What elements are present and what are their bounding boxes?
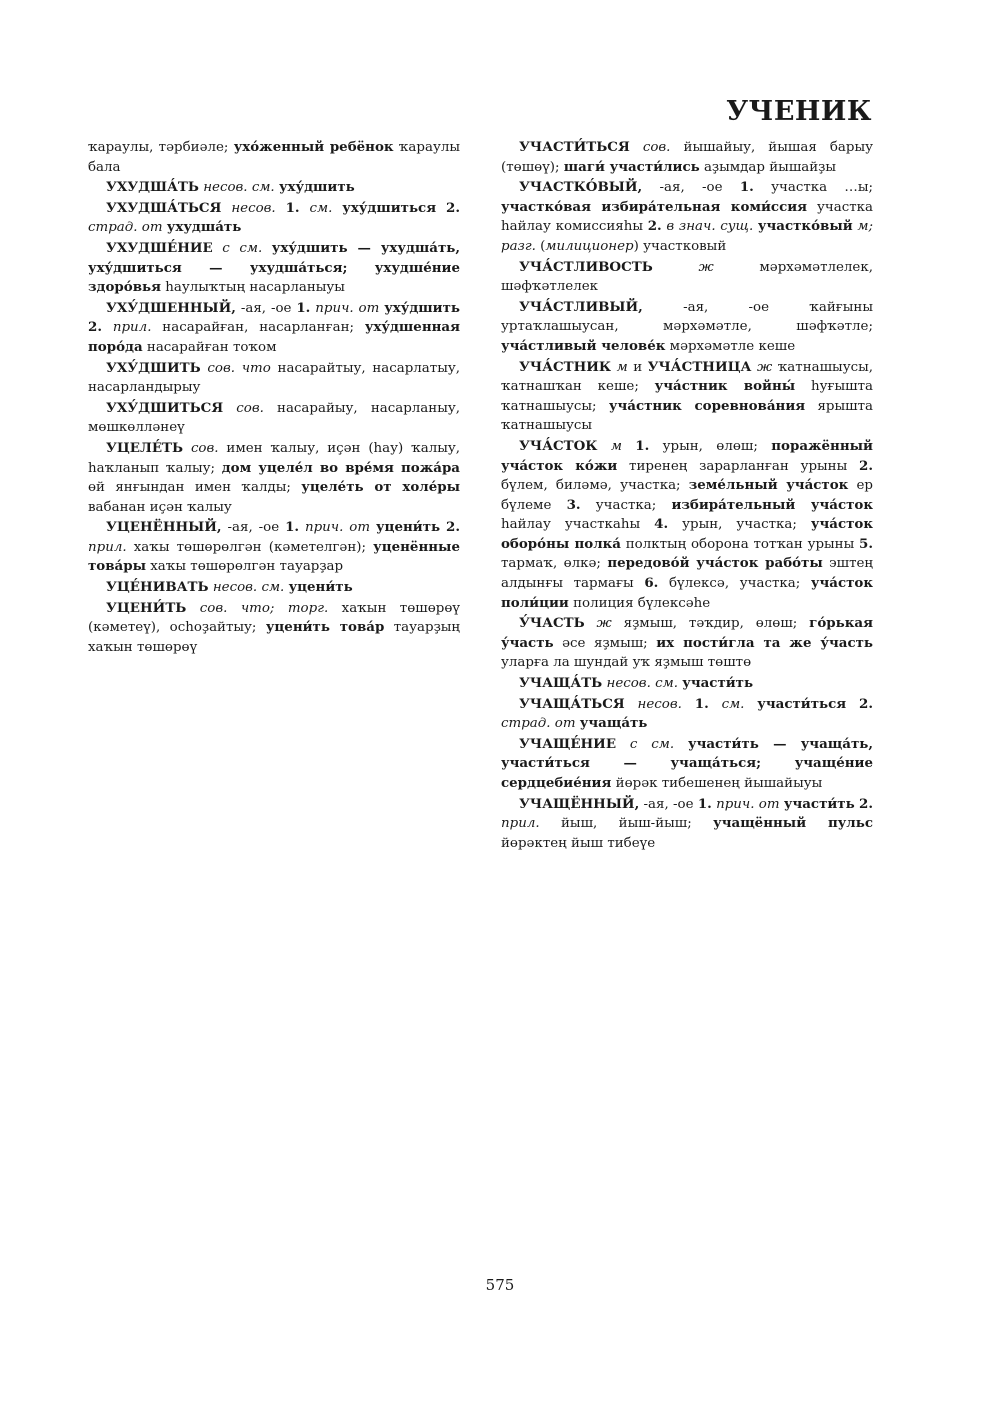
entry-italic-label: сов. xyxy=(190,440,219,456)
entry-bold-text: УХУ́ДШИТЬ xyxy=(106,359,201,376)
entry-text: эштең алдынғы тармағы xyxy=(501,556,874,592)
entry-bold-text: УЧА́СТОК xyxy=(519,437,598,454)
entry-text xyxy=(709,697,722,712)
entry-text: бүлексә, участка; xyxy=(658,576,811,592)
entry-bold-text: 1. xyxy=(285,519,300,536)
entry-bold-text: 1. xyxy=(635,437,650,454)
entry-bold-text: уху́дшенная поро́да xyxy=(88,319,460,355)
entry-text: мәрхәмәтлелек, шәфҡәтлелек xyxy=(501,259,873,295)
entry-text xyxy=(213,241,223,256)
entry-bold-text: 6. xyxy=(644,575,659,592)
left-column xyxy=(88,138,460,658)
entry-italic-label: страд. от xyxy=(88,220,163,236)
entry-text xyxy=(622,439,635,454)
entry-italic-label: несов. см. xyxy=(212,580,285,596)
entry-bold-text: 3. xyxy=(566,496,581,513)
entry-bold-text: 1. xyxy=(296,299,311,316)
entry-text: йөрәк тибешенең йышайыуы xyxy=(611,776,823,791)
entry-italic-label: сов. что; торг. xyxy=(199,600,329,616)
entry-bold-text: УХУДШЕ́НИЕ xyxy=(106,239,213,256)
entry-text xyxy=(223,401,236,416)
entry-text: тауарҙың хаҡын төшөрөү xyxy=(88,620,461,655)
entry-italic-label: см. xyxy=(721,696,745,712)
entry-text xyxy=(300,201,310,216)
entry-bold-text: УЦЕ́НИВАТЬ xyxy=(106,579,209,596)
dictionary-entry xyxy=(88,178,460,198)
entry-bold-text: участко́вая избира́тельная коми́ссия xyxy=(501,198,808,215)
entry-bold-text: УХУ́ДШИТЬСЯ xyxy=(106,399,224,416)
entry-text: аҙымдар йышайҙы xyxy=(699,159,837,175)
entry-italic-label: прил. xyxy=(88,539,127,555)
entry-italic-label: с см. xyxy=(629,736,675,752)
entry-bold-text: участи́ть — учаща́ть, участи́ться — учаща́ться; учаще́ние сердцебие́ния xyxy=(501,735,874,791)
entry-text xyxy=(585,616,597,631)
entry-text: имен ҡалыу, иҫән (һау) ҡалыу, һаҡланып ҡалыу; xyxy=(88,440,460,476)
dictionary-entry xyxy=(501,695,873,734)
entry-text xyxy=(221,201,231,216)
dictionary-entry xyxy=(501,614,873,673)
entry-italic-label: прил. xyxy=(112,320,152,336)
entry-text: -ая, -ое xyxy=(642,180,740,196)
entry-italic-label: ж xyxy=(698,259,714,275)
entry-text: йөрәктең йыш тибеүе xyxy=(501,835,656,851)
dictionary-entry xyxy=(501,258,873,297)
entry-italic-label: ж xyxy=(596,616,612,632)
entry-text: әсе яҙмыш; xyxy=(553,635,657,651)
dictionary-entry xyxy=(501,138,873,177)
entry-bold-text: УЧА́СТНИК xyxy=(519,358,612,375)
entry-text: участка …ы; xyxy=(753,180,873,196)
entry-text: урын, участка; xyxy=(668,517,811,533)
entry-italic-label: с см. xyxy=(222,240,263,256)
entry-bold-text: 2. xyxy=(88,319,102,336)
entry-italic-label: м; разг. xyxy=(501,219,874,254)
entry-text xyxy=(183,441,191,456)
entry-text: өй янғындан имен ҡалды; xyxy=(88,480,302,496)
entry-text: урын, өлөш; xyxy=(649,438,772,454)
entry-text xyxy=(597,439,610,454)
entry-bold-text: УЦЕНИ́ТЬ xyxy=(106,599,187,616)
entry-text: ярышта ҡатнашыусы xyxy=(501,398,873,434)
entry-bold-text: их пости́гла та же у́часть xyxy=(656,634,873,651)
entry-text xyxy=(262,241,272,256)
dictionary-entry xyxy=(501,674,873,694)
dictionary-entry xyxy=(501,178,873,256)
entry-bold-text: уцени́ть това́р xyxy=(265,619,385,636)
entry-text: вабанан иҫән ҡалыу xyxy=(88,499,232,515)
entry-bold-text: уху́дшить — ухудша́ть, уху́дшиться — ухудша́ться; ухудше́ние здоро́вья xyxy=(88,239,460,296)
entry-text xyxy=(846,697,859,712)
entry-text: мәрхәмәтле кеше xyxy=(665,338,796,354)
entry-text: хаҡы төшөрөлгән (кәметелгән); xyxy=(126,539,374,555)
entry-italic-label: сов. что xyxy=(207,360,271,376)
dictionary-entry xyxy=(88,299,460,358)
entry-bold-text: УЧАЩА́ТЬ xyxy=(519,675,603,692)
entry-bold-text: уцеле́ть от холе́ры xyxy=(301,479,461,496)
entry-italic-label: прич. от xyxy=(716,796,780,812)
entry-text: ҡараулы бала xyxy=(88,140,460,175)
entry-bold-text: уча́сток оборо́ны полка́ xyxy=(501,516,874,552)
entry-text xyxy=(276,201,286,216)
entry-text: йыш, йыш-йыш; xyxy=(539,816,714,832)
entry-bold-text: 2. xyxy=(859,695,873,712)
dictionary-entry xyxy=(501,735,873,794)
entry-bold-text: УЧА́СТЛИВЫЙ, xyxy=(519,298,643,315)
entry-bold-text: 4. xyxy=(654,516,669,533)
entry-bold-text: избира́тельный уча́сток xyxy=(671,496,874,513)
entry-text xyxy=(625,697,638,712)
entry-bold-text: передово́й уча́сток рабо́ты xyxy=(607,555,823,572)
entry-bold-text: 2. xyxy=(647,218,662,235)
entry-bold-text: 1. xyxy=(694,695,709,712)
entry-bold-text: 5. xyxy=(859,535,873,552)
dictionary-entry xyxy=(88,439,460,517)
entry-text xyxy=(102,320,113,335)
entry-text: насарайтыу, насарлатыу, насарландырыу xyxy=(88,360,460,396)
entry-text: полиция бүлексәһе xyxy=(568,595,711,611)
entry-bold-text: УХУ́ДШЕННЫЙ, xyxy=(106,299,236,316)
entry-text: ҡараулы, тәрбиәле; xyxy=(88,140,234,155)
entry-text: хаҡы төшөрөлгән тауарҙар xyxy=(146,559,344,575)
entry-text: насарайған тоҡом xyxy=(142,339,277,355)
entry-text: полктың оборона тотҡан урыны xyxy=(620,536,860,552)
right-column xyxy=(501,138,873,854)
entry-bold-text: поражённый уча́сток ко́жи xyxy=(501,437,873,474)
entry-bold-text: уценённые това́ры xyxy=(88,538,460,575)
entry-bold-text: 2. xyxy=(859,795,873,812)
entry-text xyxy=(436,201,446,216)
entry-text: һайлау участкаһы xyxy=(501,517,655,533)
dictionary-entry xyxy=(88,138,460,177)
dictionary-entry xyxy=(501,298,873,357)
entry-bold-text: УХУДША́ТЬ xyxy=(106,179,199,196)
entry-bold-text: земе́льный уча́сток xyxy=(688,477,849,494)
entry-bold-text: го́рькая у́часть xyxy=(501,615,873,651)
entry-bold-text: 1. xyxy=(739,179,754,196)
entry-text: участка; xyxy=(580,497,672,513)
entry-bold-text: УЧАСТКО́ВЫЙ, xyxy=(519,179,643,196)
entry-text xyxy=(682,697,695,712)
entry-italic-label: сов. xyxy=(642,140,671,155)
entry-text: йышайыу, йышая барыу (төшөү); xyxy=(501,140,873,175)
entry-bold-text: уча́стливый челове́к xyxy=(501,337,666,354)
entry-text: бүлем, биләмә, участка; xyxy=(501,478,689,494)
entry-italic-label: несов. xyxy=(637,696,682,712)
dictionary-entry xyxy=(88,399,460,438)
entry-text: -ая, -ое xyxy=(639,796,698,812)
entry-text xyxy=(630,140,643,155)
entry-bold-text: 2. xyxy=(446,519,460,536)
entry-italic-label: ж xyxy=(756,359,773,375)
entry-bold-text: УЧАЩЕ́НИЕ xyxy=(519,735,617,752)
dictionary-entry xyxy=(88,239,460,298)
dictionary-entry xyxy=(501,358,873,436)
entry-text xyxy=(653,260,699,275)
dictionary-entry xyxy=(88,578,460,598)
entry-italic-label: несов. см. xyxy=(203,180,275,196)
entry-bold-text: УЧАЩЁННЫЙ, xyxy=(519,795,640,812)
entry-bold-text: участи́ть xyxy=(682,675,754,692)
entry-text: ( xyxy=(535,238,546,254)
entry-italic-label: прил. xyxy=(501,816,540,832)
entry-bold-text: У́ЧАСТЬ xyxy=(519,615,585,632)
entry-text: ер бүлеме xyxy=(501,478,873,513)
entry-text: -ая, -ое ҡайғыны уртаҡлашыусан, мәрхәмәтле, шәфҡәтле; xyxy=(501,299,873,335)
entry-italic-label: в знач. сущ. xyxy=(666,219,754,235)
page-number: 575 xyxy=(485,1276,515,1294)
entry-text: ҡатнашыусы, ҡатнашҡан кеше; xyxy=(501,359,874,395)
entry-italic-label: несов. xyxy=(231,200,276,216)
entry-italic-label: несов. см. xyxy=(606,676,678,692)
dictionary-entry xyxy=(501,795,873,854)
entry-text: хаҡын төшөрөү (кәметеү), осһоҙайтыу; xyxy=(88,600,460,636)
entry-text: участка һайлау комиссияһы xyxy=(501,199,873,235)
entry-text xyxy=(744,697,757,712)
entry-bold-text: ухо́женный ребёнок xyxy=(233,139,394,155)
entry-bold-text: уху́дшить xyxy=(384,299,460,316)
entry-text: тармаҡ, өлкә; xyxy=(501,556,608,572)
entry-text: уларға ла шундай уҡ яҙмыш төштө xyxy=(501,655,752,671)
entry-text xyxy=(332,201,342,216)
entry-italic-label: сов. xyxy=(236,400,264,416)
entry-bold-text: 1. xyxy=(285,199,300,216)
entry-bold-text: уча́стник соревнова́ния xyxy=(608,397,806,414)
entry-bold-text: 2. xyxy=(859,457,873,474)
entry-bold-text: УЧАЩА́ТЬСЯ xyxy=(519,695,625,712)
entry-bold-text: дом уцеле́л во вре́мя пожа́ра xyxy=(221,459,460,476)
entry-bold-text: УХУДША́ТЬСЯ xyxy=(106,199,222,216)
entry-bold-text: уцени́ть xyxy=(375,519,441,536)
dictionary-entry xyxy=(501,437,873,613)
entry-text xyxy=(674,737,688,752)
entry-bold-text: участи́ться xyxy=(757,695,847,712)
entry-bold-text: УЧА́СТЛИВОСТЬ xyxy=(519,258,653,275)
dictionary-entry xyxy=(88,599,460,658)
entry-bold-text: шаги́ участи́лись xyxy=(563,158,700,175)
entry-italic-label: см. xyxy=(309,200,333,216)
entry-text: насарайыу, насарланыу, мөшкөлләнеү xyxy=(88,400,460,436)
dictionary-entry xyxy=(88,199,460,238)
entry-bold-text: 2. xyxy=(446,199,461,216)
entry-text: һуғышта ҡатнашыусы; xyxy=(501,379,873,414)
entry-bold-text: уцени́ть xyxy=(288,579,353,596)
entry-bold-text: участко́вый xyxy=(757,218,853,235)
entry-text: тиренең зарарланған урыны xyxy=(617,458,860,474)
running-head: УЧЕНИК xyxy=(726,96,872,127)
entry-bold-text: уху́дшить xyxy=(278,179,355,196)
entry-text: -ая, -ое xyxy=(221,520,286,536)
entry-italic-label: прич. от xyxy=(315,300,380,316)
dictionary-entry xyxy=(88,359,460,398)
entry-bold-text: уча́сток поли́ции xyxy=(501,575,873,611)
entry-bold-text: ухудша́ть xyxy=(166,219,242,236)
entry-bold-text: УЧА́СТНИЦА xyxy=(647,358,752,375)
entry-italic-label: м xyxy=(610,438,622,454)
entry-bold-text: УЦЕЛЕ́ТЬ xyxy=(106,439,184,456)
entry-bold-text: УЧАСТИ́ТЬСЯ xyxy=(519,139,630,155)
entry-bold-text: 1. xyxy=(697,795,712,812)
entry-bold-text: уху́дшиться xyxy=(342,199,437,216)
entry-italic-label: прич. от xyxy=(304,520,371,536)
entry-text: -ая, -ое xyxy=(235,300,297,316)
entry-text: ) участковый xyxy=(633,238,727,254)
entry-text: и xyxy=(627,359,648,375)
entry-bold-text: УЦЕНЁННЫЙ, xyxy=(106,519,222,536)
entry-italic-label: страд. от xyxy=(501,716,576,732)
entry-text: һаулыҡтың насарланыуы xyxy=(160,280,345,296)
entry-italic-label: м xyxy=(616,359,628,375)
dictionary-entry xyxy=(88,518,460,577)
entry-bold-text: участи́ть xyxy=(783,795,855,812)
entry-text xyxy=(186,601,199,616)
entry-text: яҙмыш, тәҡдир, өлөш; xyxy=(611,616,810,632)
entry-italic-label: милиционер xyxy=(545,238,634,254)
entry-bold-text: учащённый пульс xyxy=(713,815,873,832)
entry-bold-text: уча́стник войны́ xyxy=(654,378,796,395)
entry-bold-text: учаща́ть xyxy=(579,715,648,732)
entry-text: насарайған, насарланған; xyxy=(151,320,365,336)
entry-text xyxy=(616,737,630,752)
